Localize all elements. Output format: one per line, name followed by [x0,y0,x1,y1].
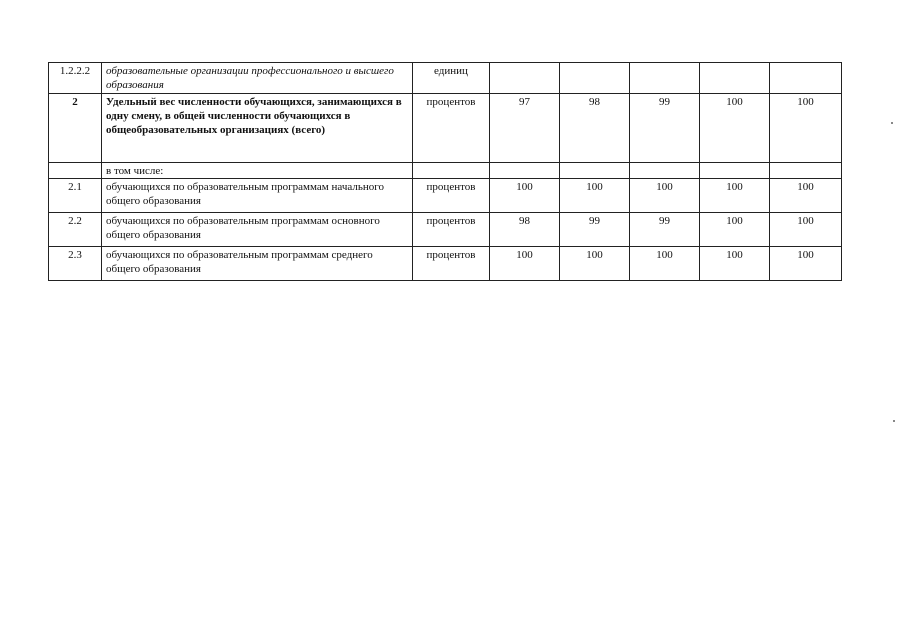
row-unit [413,163,490,179]
value-cell: 100 [700,213,770,247]
value-cell: 99 [630,94,700,163]
row-number: 2 [49,94,102,163]
scan-speck [891,122,893,124]
row-number: 1.2.2.2 [49,63,102,94]
row-description: обучающихся по образовательным программам среднего общего образования [102,247,413,281]
value-cell: 100 [560,247,630,281]
value-cell [700,63,770,94]
value-cell [630,63,700,94]
value-cell: 100 [770,179,842,213]
scan-speck [893,420,895,422]
row-description: обучающихся по образовательным программам основного общего образования [102,213,413,247]
value-cell: 100 [700,94,770,163]
value-cell: 100 [770,213,842,247]
indicator-table [48,62,842,281]
value-cell: 100 [490,247,560,281]
value-cell: 100 [560,179,630,213]
value-cell [770,63,842,94]
row-unit: процентов [413,247,490,281]
row-description: в том числе: [102,163,413,179]
row-number: 2.3 [49,247,102,281]
value-cell [700,163,770,179]
value-cell: 100 [700,179,770,213]
value-cell: 100 [630,179,700,213]
value-cell [560,163,630,179]
value-cell [490,63,560,94]
table-row [49,247,842,281]
row-description: Удельный вес численности обучающихся, занимающихся в одну смену, в общей численности обучающихся в общеобразовательных организациях (всего) [102,94,413,163]
table-row [49,179,842,213]
value-cell: 100 [490,179,560,213]
value-cell [770,163,842,179]
table-row [49,94,842,163]
row-number: 2.1 [49,179,102,213]
row-description: обучающихся по образовательным программам начального общего образования [102,179,413,213]
value-cell: 100 [630,247,700,281]
value-cell [490,163,560,179]
table-row [49,63,842,94]
value-cell [560,63,630,94]
value-cell: 97 [490,94,560,163]
value-cell: 100 [770,94,842,163]
value-cell: 100 [700,247,770,281]
row-unit: процентов [413,213,490,247]
table-row [49,163,842,179]
row-unit: единиц [413,63,490,94]
row-unit: процентов [413,179,490,213]
row-number: 2.2 [49,213,102,247]
value-cell: 100 [770,247,842,281]
value-cell: 98 [490,213,560,247]
value-cell: 99 [630,213,700,247]
row-description: образовательные организации профессионального и высшего образования [102,63,413,94]
row-number [49,163,102,179]
row-unit: процентов [413,94,490,163]
value-cell [630,163,700,179]
value-cell: 99 [560,213,630,247]
table-row [49,213,842,247]
value-cell: 98 [560,94,630,163]
